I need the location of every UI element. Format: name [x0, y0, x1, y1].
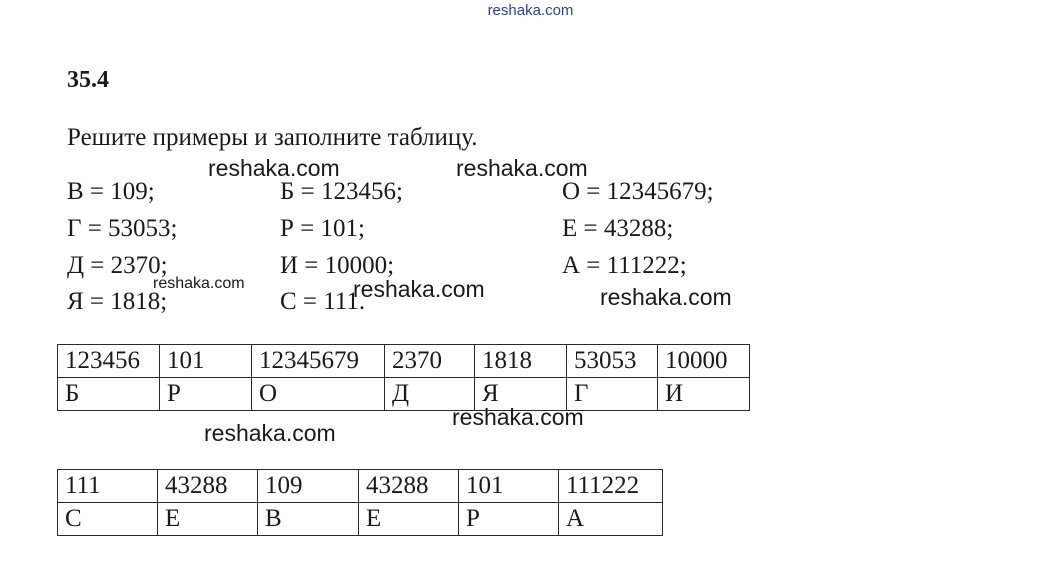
table-row-numbers [58, 470, 663, 503]
answer-table-2 [57, 469, 663, 536]
table-cell-letter: Д [385, 378, 475, 411]
table-row-numbers [58, 345, 750, 378]
watermark: reshaka.com [208, 155, 340, 181]
table-cell-letter: С [58, 503, 158, 536]
table-cell-letter: Р [160, 378, 252, 411]
watermark: reshaka.com [456, 155, 588, 181]
site-header-watermark: reshaka.com [487, 2, 574, 19]
table-cell-number: 2370 [385, 345, 475, 378]
table-cell-letter: И [658, 378, 750, 411]
assignment-a: А = 111222; [562, 252, 687, 279]
table-row-letters [58, 503, 663, 536]
table-cell-number: 43288 [359, 470, 459, 503]
watermark: reshaka.com [153, 275, 245, 292]
assignment-r: Р = 101; [280, 215, 365, 242]
table-row-letters [58, 378, 750, 411]
watermark: reshaka.com [600, 284, 732, 310]
table-cell-number: 111222 [559, 470, 663, 503]
table-cell-number: 101 [160, 345, 252, 378]
table-cell-number: 53053 [567, 345, 658, 378]
answer-table-1 [57, 344, 750, 411]
watermark: reshaka.com [452, 404, 584, 430]
table-cell-number: 109 [258, 470, 359, 503]
table-cell-number: 111 [58, 470, 158, 503]
assignment-v: В = 109; [67, 178, 155, 205]
watermark: reshaka.com [353, 276, 485, 302]
table-cell-number: 123456 [58, 345, 160, 378]
table-cell-number: 10000 [658, 345, 750, 378]
table-cell-letter: Р [459, 503, 559, 536]
table-cell-number: 1818 [475, 345, 567, 378]
assignment-s: С = 111. [280, 288, 366, 315]
assignment-i: И = 10000; [280, 252, 395, 279]
assignment-g: Г = 53053; [67, 215, 178, 242]
table-cell-letter: В [258, 503, 359, 536]
table-cell-letter: Е [158, 503, 258, 536]
problem-number: 35.4 [67, 67, 109, 93]
assignment-b: Б = 123456; [280, 178, 403, 205]
assignment-o: О = 12345679; [562, 178, 714, 205]
table-cell-letter: Г [567, 378, 658, 411]
table-cell-number: 12345679 [252, 345, 385, 378]
assignment-e: Е = 43288; [562, 215, 674, 242]
table-cell-letter: Е [359, 503, 459, 536]
assignment-ya: Я = 1818; [67, 288, 168, 315]
table-cell-letter: А [559, 503, 663, 536]
table-cell-number: 43288 [158, 470, 258, 503]
table-cell-letter: О [252, 378, 385, 411]
table-cell-letter: Б [58, 378, 160, 411]
table-cell-letter: Я [475, 378, 567, 411]
assignment-d: Д = 2370; [67, 252, 168, 279]
watermark: reshaka.com [204, 420, 336, 446]
problem-instruction: Решите примеры и заполните таблицу. [67, 124, 478, 151]
table-cell-number: 101 [459, 470, 559, 503]
